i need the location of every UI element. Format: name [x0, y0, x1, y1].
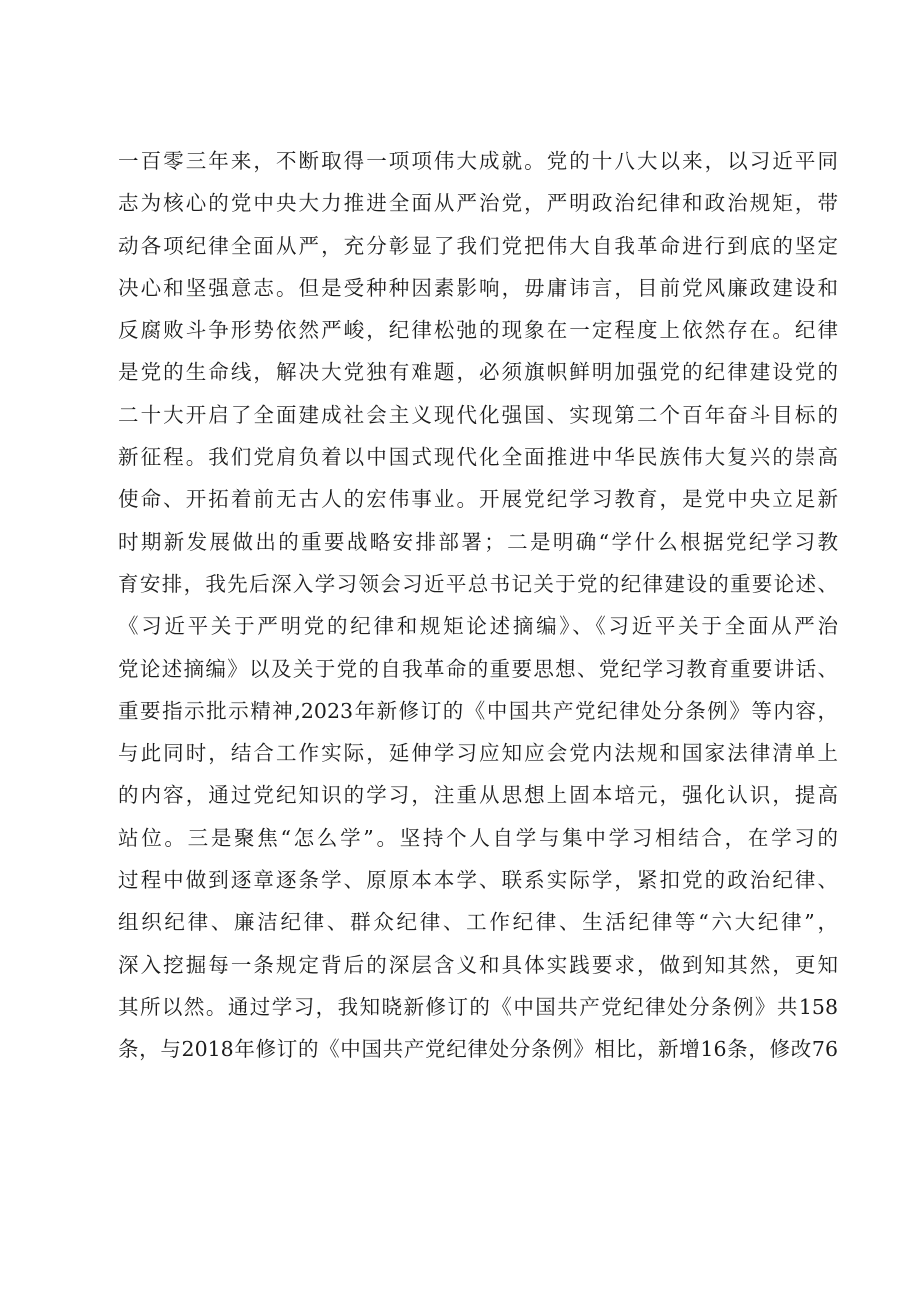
text-line-6: 是党的生命线，解决大党独有难题，必须旗帜鲜明加强党的纪律建设党的 [118, 360, 838, 385]
text-line-13: 党论述摘编》以及关于党的自我革命的重要思想、党纪学习教育重要讲话、 [118, 656, 838, 681]
body-text [118, 140, 838, 1071]
text-line-16: 的内容，通过党纪知识的学习，注重从思想上固本培元，强化认识，提高 [118, 783, 838, 808]
text-line-22: 条，与2018年修订的《中国共产党纪律处分条例》相比，新增16条，修改76 [118, 1037, 838, 1062]
text-line-20: 深入挖掘每一条规定背后的深层含义和具体实践要求，做到知其然，更知 [118, 952, 838, 977]
text-line-12: 《习近平关于严明党的纪律和规矩论述摘编》、《习近平关于全面从严治 [118, 614, 838, 639]
text-line-18: 过程中做到逐章逐条学、原原本本学、联系实际学，紧扣党的政治纪律、 [118, 868, 838, 893]
text-line-1: 一百零三年来，不断取得一项项伟大成就。党的十八大以来，以习近平同 [118, 149, 838, 173]
text-line-14: 重要指示批示精神,2023年新修订的《中国共产党纪律处分条例》等内容， [118, 698, 838, 723]
text-line-7: 二十大开启了全面建成社会主义现代化强国、实现第二个百年奋斗目标的 [118, 402, 838, 427]
text-line-21: 其所以然。通过学习，我知晓新修订的《中国共产党纪律处分条例》共158 [118, 994, 838, 1019]
text-line-4: 决心和坚强意志。但是受种种因素影响，毋庸讳言，目前党风廉政建设和 [118, 275, 838, 300]
text-line-19: 组织纪律、廉洁纪律、群众纪律、工作纪律、生活纪律等“六大纪律”， [118, 910, 838, 935]
text-line-10: 时期新发展做出的重要战略安排部署；二是明确“学什么根据党纪学习教 [118, 529, 838, 554]
text-line-9: 使命、开拓着前无古人的宏伟事业。开展党纪学习教育，是党中央立足新 [118, 487, 838, 512]
text-line-15: 与此同时，结合工作实际，延伸学习应知应会党内法规和国家法律清单上 [118, 741, 838, 766]
text-line-2: 志为核心的党中央大力推进全面从严治党，严明政治纪律和政治规矩，带 [118, 191, 838, 216]
text-line-11: 育安排，我先后深入学习领会习近平总书记关于党的纪律建设的重要论述、 [118, 571, 838, 596]
text-line-3: 动各项纪律全面从严，充分彰显了我们党把伟大自我革命进行到底的坚定 [118, 233, 838, 258]
text-line-17: 站位。三是聚焦“怎么学”。坚持个人自学与集中学习相结合，在学习的 [118, 825, 838, 850]
text-line-8: 新征程。我们党肩负着以中国式现代化全面推进中华民族伟大复兴的崇高 [118, 445, 838, 470]
text-line-5: 反腐败斗争形势依然严峻，纪律松弛的现象在一定程度上依然存在。纪律 [118, 318, 838, 343]
